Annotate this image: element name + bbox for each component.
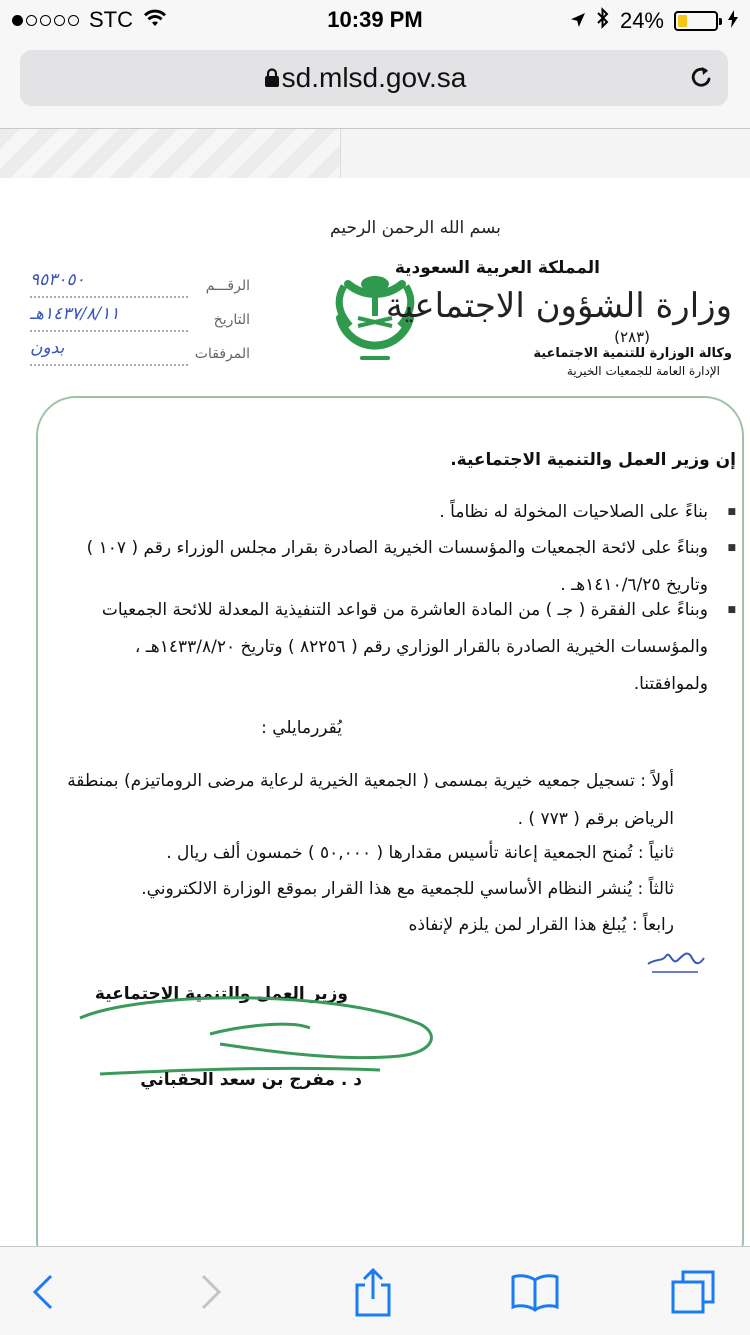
basmala: بسم الله الرحمن الرحيم [330, 218, 501, 238]
browser-address-area [0, 40, 750, 129]
status-bar [0, 0, 750, 40]
decree-item: ثالثاً : يُنشر النظام الأساسي للجمعية مع هذا القرار بموقع الوزارة الالكتروني. [141, 879, 674, 899]
department-name: الإدارة العامة للجمعيات الخيرية [566, 364, 720, 378]
charging-bolt-icon [728, 8, 738, 34]
bullet-item [56, 592, 736, 703]
location-arrow-icon [570, 8, 586, 34]
status-right [570, 7, 738, 35]
bluetooth-icon [596, 7, 610, 35]
address-bar[interactable] [20, 50, 728, 106]
url-domain[interactable]: sd.mlsd.gov.sa [281, 62, 467, 93]
decree-item: أولاً : تسجيل جمعيه خيرية بمسمى ( الجمعية الخيرية لرعاية مرضى الروماتيزم) بمنطقة الرياض برقم ( ٧٧٣ ) . [67, 771, 674, 829]
decree-item: رابعاً : يُبلغ هذا القرار لمن يلزم لإنفاذه [408, 915, 674, 935]
scanned-document [0, 178, 750, 1246]
signatory-name: د . مفرج بن سعد الحقباني [140, 1070, 362, 1090]
bullet-text: ■ وبناءً على الفقرة ( جـ ) من المادة العاشرة من قواعد التنفيذية المعدلة للائحة الجمعيات والمؤسسات الخيرية الصادرة بالقرار الوزاري رقم ( ٨٢٢٥٦ ) وتاريخ ١٤٣٣/٨/٢٠هـ ، ولموافقتنا. [101, 600, 708, 694]
handwritten-note-icon [644, 940, 706, 980]
reload-icon[interactable] [688, 64, 714, 96]
ministry-name: وزارة الشؤون الاجتماعية [385, 286, 732, 326]
meta-attachments-value: بدون [30, 338, 65, 358]
carrier-name: STC [89, 7, 133, 32]
page-top-strip [0, 129, 750, 178]
tabs-icon [669, 1268, 717, 1316]
decree-heading: إن وزير العمل والتنمية الاجتماعية. [450, 450, 736, 470]
share-icon [353, 1267, 393, 1317]
kingdom-name: المملكة العربية السعودية [394, 258, 600, 278]
bullet-text: ■ بناءً على الصلاحيات المخولة له نظاماً . [439, 502, 708, 522]
decree-item: ثانياً : تُمنح الجمعية إعانة تأسيس مقدارها ( ٥٠,٠٠٠ ) خمسون ألف ريال . [166, 843, 674, 863]
agency-name: وكالة الوزارة للتنمية الاجتماعية [533, 346, 732, 361]
battery-percent: 24% [619, 8, 664, 33]
meta-attachments [20, 338, 250, 378]
bullet-item [56, 494, 736, 531]
bookmarks-icon [510, 1272, 560, 1312]
meta-number-label: الرقـــم [205, 278, 250, 294]
forward-icon [199, 1272, 223, 1312]
clock: 10:39 PM [327, 7, 423, 32]
bookmarks-button[interactable] [508, 1265, 562, 1319]
tabs-button[interactable] [666, 1265, 720, 1319]
meta-number-value: ٩٥٣٠٥٠ [30, 270, 85, 290]
back-icon [31, 1272, 55, 1312]
letterhead-number: (٢٨٣) [614, 328, 650, 346]
meta-date-value: ١٤٣٧/٨/١١هـ [30, 304, 120, 324]
document-meta [20, 270, 250, 378]
signature-title: وزير العمل والتنمية الاجتماعية [94, 984, 348, 1004]
back-button[interactable] [16, 1265, 70, 1319]
bullet-text: ■ وبناءً على لائحة الجمعيات والمؤسسات الخيرية الصادرة بقرار مجلس الوزراء رقم ( ١٠٧ ) وتاريخ ١٤١٠/٦/٢٥هـ . [86, 538, 708, 595]
browser-toolbar [0, 1246, 750, 1335]
battery-icon [674, 11, 718, 31]
page-header-tile [0, 129, 341, 178]
decides-heading: يُقررمايلي : [261, 718, 342, 738]
forward-button[interactable] [184, 1265, 238, 1319]
meta-date-label: التاريخ [213, 312, 250, 328]
share-button[interactable] [346, 1265, 400, 1319]
meta-attachments-label: المرفقات [194, 346, 250, 362]
